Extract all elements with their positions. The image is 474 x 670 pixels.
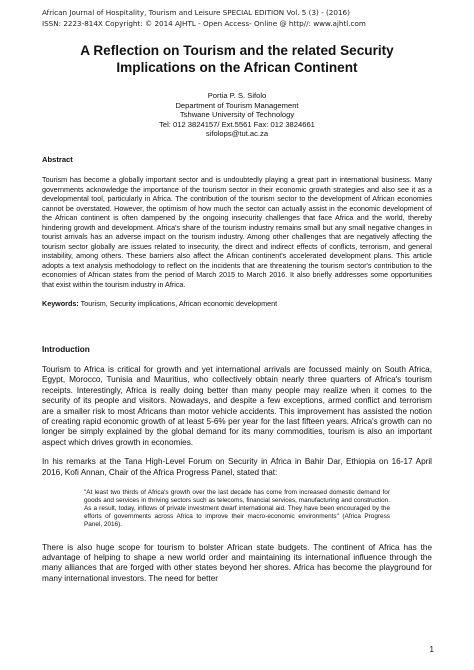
journal-header-line-1: African Journal of Hospitality, Tourism and Leisure SPECIAL EDITION Vol. 5 (3) - (2016) (42, 8, 350, 17)
block-quote: "At least two thirds of Africa's growth over the last decade has come from increased domestic demand for goods and services in thriving sectors such as telecoms, financial services, manufacturing and construction. As a result, today, inflows of private investment dwarf international aid. They have been encouraged by the efforts of governments across Africa to improve their macro-economic environments" (Africa Progress Panel, 2016). (84, 489, 390, 529)
author-block (42, 91, 432, 139)
author-phone: Tel: 012 3824157/ Ext.5561 Fax: 012 3824661 (159, 119, 315, 129)
author-institution: Tshwane University of Technology (179, 110, 295, 120)
abstract-body: Tourism has become a globally important sector and is undoubtedly playing a great part in international business. Many governments acknowledge the importance of the tourism sector in their economic growth strategies and also see it as a developmental tool, particularly in Africa. The contribution of the tourism sector to the development of African economies cannot be overstated. However, the optimism of how much the sector can actually assist in the economic development of the African continent is often dampened by the ongoing insecurity challenges that face Africa and the world, thereby hindering growth and development. Africa's share of the tourism industry remains small but any small negative changes in tourist arrivals has an adverse impact on the tourism industry. Among other challenges that are negatively affecting the tourism sector globally are issues related to insecurity, the direct and indirect effects of conflicts, terrorism, and general instability, among others. These barriers also affect the African continent's accelerated development plans. This article adopts a text analysis methodology to reflect on the incidents that are threatening the tourism sector's contribution to the economies of African states from the period of March 2015 to March 2016. It also briefly addresses some opportunities that exist within the tourism industry in Africa. (42, 174, 432, 289)
author-department: Department of Tourism Management (175, 100, 299, 110)
keywords-label: Keywords: (42, 298, 79, 308)
keywords (42, 299, 432, 309)
introduction-paragraph-2: In his remarks at the Tana High-Level Forum on Security in Africa in Bahir Dar, Ethiopia on 16-17 April 2016, Kofi Annan, Chair of the Africa Progress Panel, stated that: (42, 457, 432, 477)
journal-header-line-2: ISSN: 2223-814X Copyright: © 2014 AJHTL - Open Access- Online @ http//: www.ajhtl.com (42, 19, 366, 28)
introduction-heading: Introduction (42, 345, 90, 355)
keywords-text: Tourism, Security implications, African economic development (78, 298, 278, 308)
author-name: Portia P. S. Sifolo (207, 91, 267, 100)
journal-header (42, 0, 432, 29)
paper-title: A Reflection on Tourism and the related Security Implications on the African Continent (80, 43, 394, 75)
introduction-paragraph-3: There is also huge scope for tourism to bolster African state budgets. The continent of Africa has the advantage of helping to shape a new world order and maintaining its international influence through the many alliances that are forged with other states beyond her shores. Africa has become the playground for many international investors. The need for better (42, 542, 432, 583)
introduction-paragraph-1: Tourism to Africa is critical for growth and yet international arrivals are focussed mainly on South Africa, Egypt, Morocco, Tunisia and Mauritius, who collectively obtain nearly three quarters of Africa's tourism receipts. Interestingly, Africa is really doing better than many people may realize when it comes to the security of its people and visitors. Nowadays, and despite a few exceptions, armed conflict and terrorism are a smaller risk to most Africans than motor vehicle accidents. This improvement has assisted the notion of creating rapid economic growth of at least 5-6% per year for the last fifteen years. Africa's growth can no longer be simply explained by the global demand for its many commodities, tourism is also an important aspect which drives growth in economies. (42, 365, 432, 447)
abstract-heading: Abstract (42, 154, 73, 164)
author-email: sifolops@tut.ac.za (205, 129, 269, 139)
page-number: 1 (429, 645, 434, 654)
